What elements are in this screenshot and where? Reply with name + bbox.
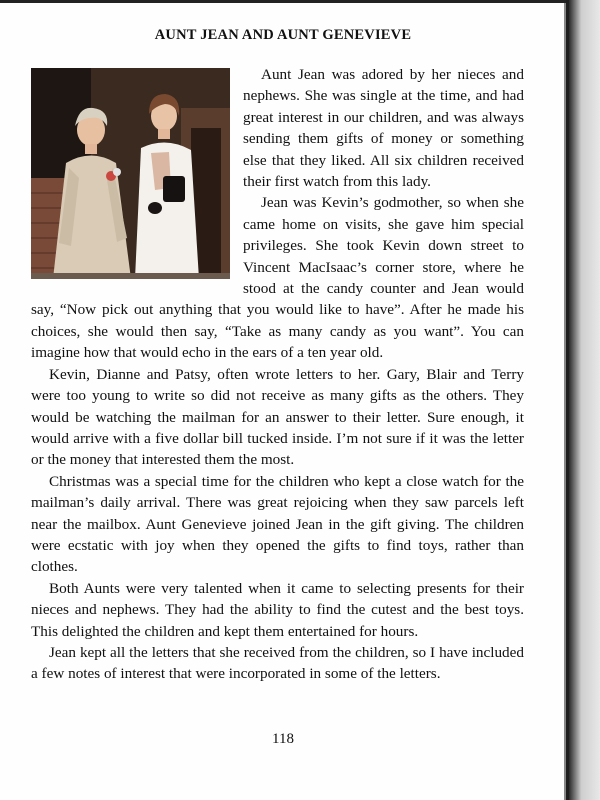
paragraph-5: Both Aunts were very talented when it came to selecting presents for their nieces and nephews. They had the ability to find the cutest and the best toys. This delighted the children and kept them entertained for hours. (31, 579, 524, 640)
book-edge (569, 0, 600, 800)
article-body (31, 64, 524, 685)
paragraph-2: Jean was Kevin’s godmother, so when she came home on visits, she gave him special privileges. She took Kevin down street to Vincent MacIsaac’s corner store, where he stood at the candy counter and Jean would say, “Now pick out anything that you would like to have”. After he made his choices, she would then say, “Take as many candy as you want”. You can imagine how that would echo in the ears of a ten year old. (31, 194, 524, 362)
top-border (0, 0, 566, 3)
paragraph-1: Aunt Jean was adored by her nieces and nephews. She was single at the time, and had great interest in our children, and was always sending them gifts of money or something else that they liked. All six children received their first watch from this lady. (243, 66, 524, 191)
page-title: AUNT JEAN AND AUNT GENEVIEVE (154, 27, 412, 43)
page-number: 118 (272, 731, 294, 747)
paragraph-3: Kevin, Dianne and Patsy, often wrote letters to her. Gary, Blair and Terry were too young to write so did not receive as many gifts as the others. They would be watching the mailman for an answer to their letter. Sure enough, it would arrive with a five dollar bill tucked inside. I’m not sure if it was the letter or the money that interested them the most. (31, 365, 524, 469)
paragraph-6: Jean kept all the letters that she received from the children, so I have included a few notes of interest that were incorporated in some of the letters. (31, 643, 524, 683)
paragraph-4: Christmas was a special time for the children who kept a close watch for the mailman’s daily arrival. There was great rejoicing when they saw parcels left near the mailbox. Aunt Genevieve joined Jean in the gift giving. The children were ecstatic with joy when they opened the gifts to find toys, rather than clothes. (31, 472, 524, 576)
